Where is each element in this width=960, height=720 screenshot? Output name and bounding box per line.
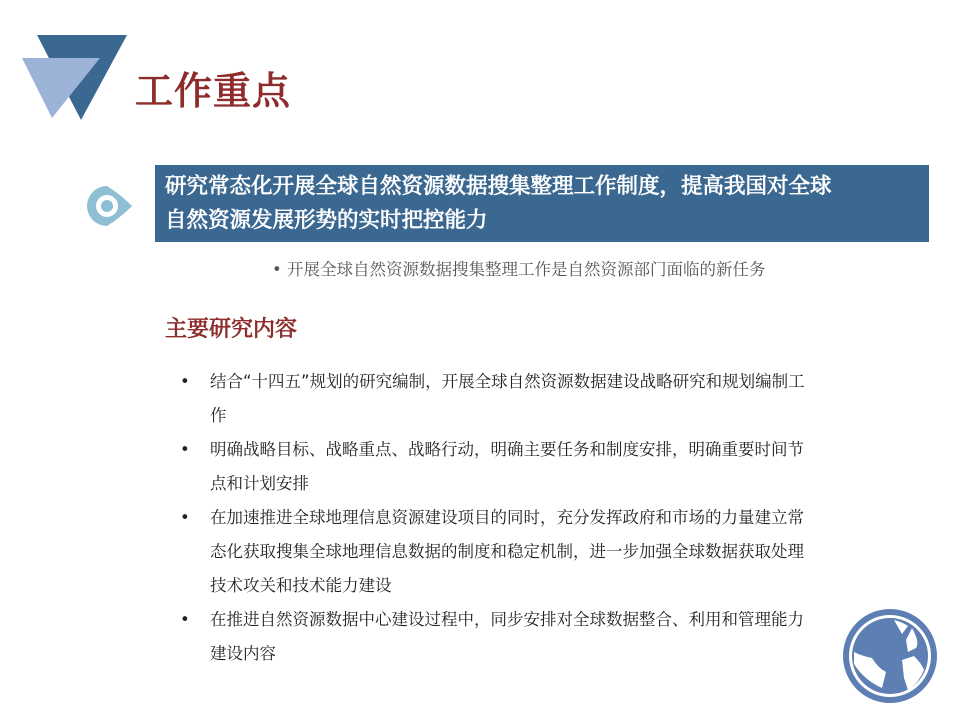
eye-icon — [84, 183, 136, 229]
list-item — [180, 365, 820, 433]
content-list — [180, 365, 820, 671]
list-item-text: 在加速推进全球地理信息资源建设项目的同时，充分发挥政府和市场的力量建立常态化获取搜集全球地理信息数据的制度和稳定机制，进一步加强全球数据获取处理技术攻关和技术能力建设 — [210, 508, 804, 595]
logo-triangles-icon — [0, 0, 140, 130]
bullet-icon: • — [180, 508, 190, 527]
list-item — [180, 433, 820, 501]
list-item-text: 结合“十四五”规划的研究编制，开展全球自然资源数据建设战略研究和规划编制工作 — [210, 372, 805, 425]
bullet-icon: • — [180, 372, 190, 391]
list-item-text: 在推进自然资源数据中心建设过程中，同步安排对全球数据整合、利用和管理能力建设内容 — [210, 610, 804, 663]
sub-bullet: • 开展全球自然资源数据搜集整理工作是自然资源部门面临的新任务 — [272, 260, 766, 279]
key-point-banner — [155, 165, 929, 242]
list-item — [180, 603, 820, 671]
bullet-icon: • — [180, 610, 190, 629]
list-item — [180, 501, 820, 603]
list-item-text: 明确战略目标、战略重点、战略行动，明确主要任务和制度安排，明确重要时间节点和计划安排 — [210, 440, 804, 493]
section-heading: 主要研究内容 — [165, 317, 298, 342]
globe-icon — [842, 608, 938, 704]
banner-line: 自然资源发展形势的实时把控能力 — [165, 208, 488, 233]
page-title: 工作重点 — [135, 69, 292, 113]
bullet-icon: • — [180, 440, 190, 459]
banner-line: 研究常态化开展全球自然资源数据搜集整理工作制度，提高我国对全球 — [165, 174, 832, 199]
